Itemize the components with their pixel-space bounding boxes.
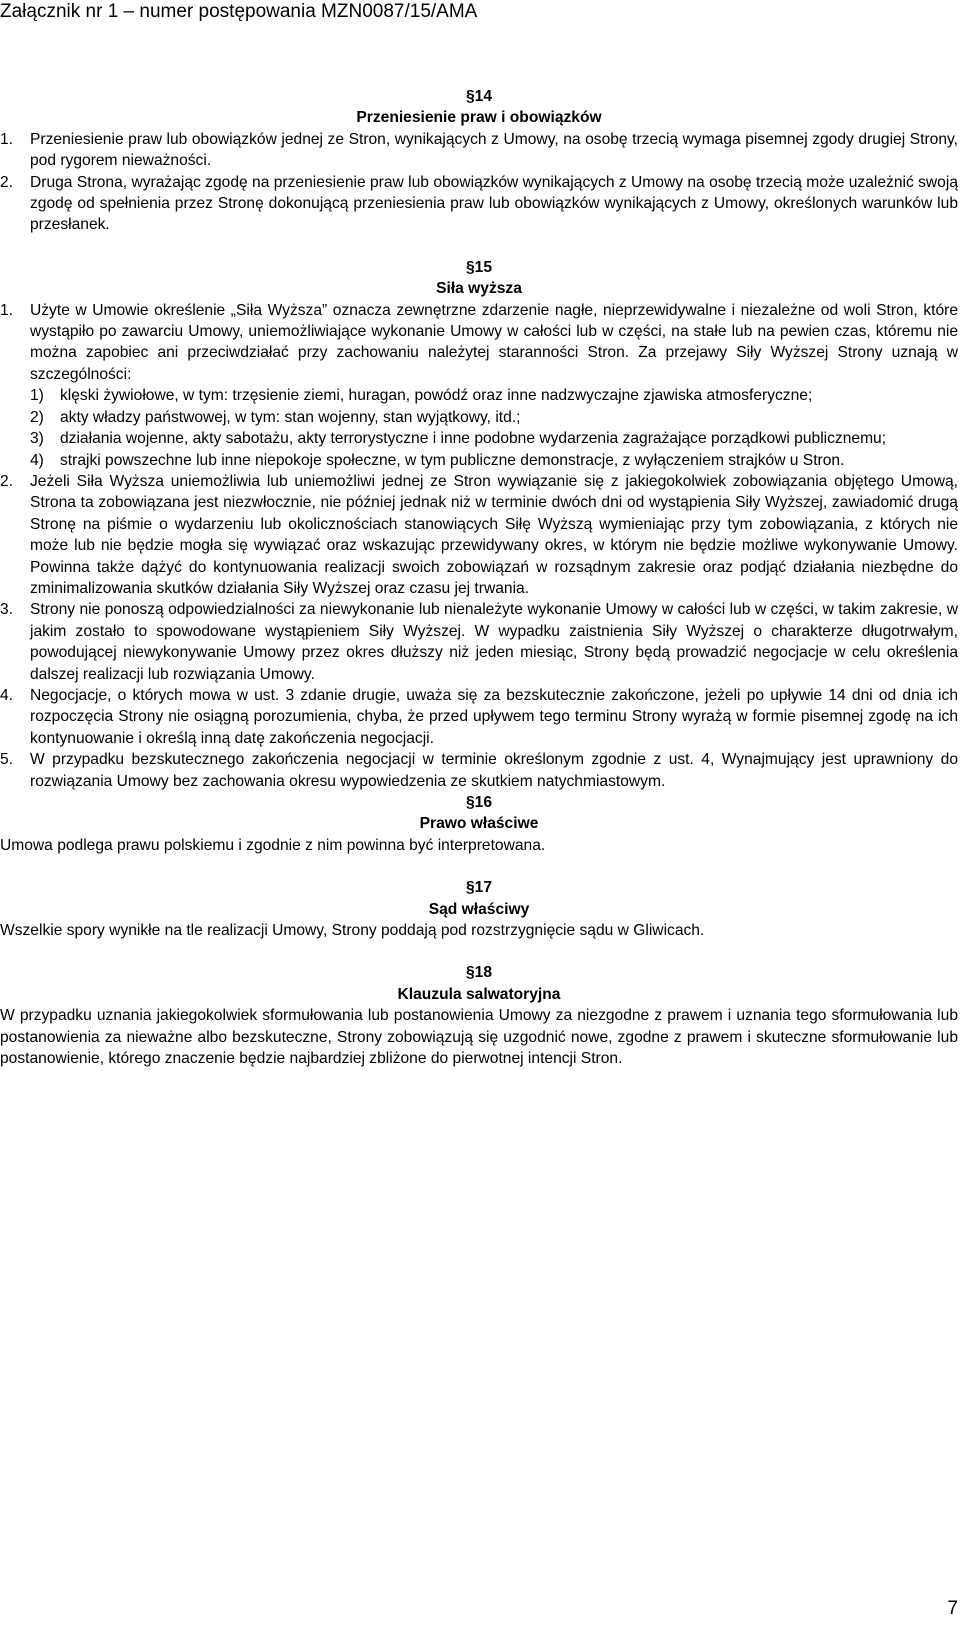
item-number: 3. (0, 601, 14, 619)
sub-item-number: 4) (30, 451, 44, 469)
section-15 (0, 257, 958, 792)
sub-item-text: klęski żywiołowe, w tym: trzęsienie ziemi, huragan, powódź oraz inne nadzwyczajne zjawiska atmosferyczne; (60, 387, 813, 405)
list-item (0, 300, 958, 386)
document-header: Załącznik nr 1 – numer postępowania MZN0087/15/AMA (0, 1, 478, 22)
section-text: Wszelkie spory wynikłe na tle realizacji Umowy, Strony poddają pod rozstrzygnięcie sądu w Gliwicach. (0, 922, 705, 940)
list-item (0, 749, 958, 792)
list-item (0, 172, 958, 236)
section-number: §18 (465, 964, 493, 982)
sub-item (0, 428, 958, 449)
item-number: 2. (0, 472, 14, 490)
list-item (0, 129, 958, 172)
item-number: 5. (0, 751, 14, 769)
sub-item (0, 450, 958, 471)
section-title: Siła wyższa (436, 280, 522, 298)
section-number: §17 (465, 879, 493, 897)
sub-item-number: 3) (30, 430, 44, 448)
sub-item-number: 1) (30, 387, 44, 405)
section-number: §14 (465, 88, 493, 105)
section-title: Prawo właściwe (419, 815, 539, 833)
list-item (0, 471, 958, 599)
item-text: Użyte w Umowie określenie „Siła Wyższa” oznacza zewnętrzne zdarzenie nagłe, nieprzewidywalne i niezależne od woli Stron, które wystąpiło po zawarciu Umowy, uniemożliwiające wykonanie Umowy w całości lub w części, na stałe lub na pewien czas, któremu nie można zapobiec ani przeciwdziałać przy zachowaniu należytej staranności Stron. Za przejawy Siły Wyższej Strony uznają w szczególności: (30, 301, 958, 383)
sub-item-text: strajki powszechne lub inne niepokoje społeczne, w tym publiczne demonstracje, z wyłączeniem strajków u Stron. (60, 451, 845, 469)
section-16 (0, 792, 958, 856)
section-title: Przeniesienie praw i obowiązków (356, 109, 602, 127)
sub-item-number: 2) (30, 408, 44, 426)
section-number: §16 (465, 794, 493, 811)
section-text: Umowa podlega prawu polskiemu i zgodnie z nim powinna być interpretowana. (0, 836, 546, 854)
list-item (0, 599, 958, 685)
item-text: Jeżeli Siła Wyższa uniemożliwia lub uniemożliwi jednej ze Stron wywiązanie się z jakiegokolwiek zobowiązania objętego Umową, Strona ta zobowiązana jest niezwłocznie, nie później jednak niż w terminie dwóch dni od wystąpienia Siły Wyższej, zawiadomić drugą Stronę na piśmie o wydarzeniu lub okolicznościach stanowiących Siłę Wyższą wymieniając przy tym zobowiązania, z których nie może lub nie będzie mogła się wywiązać oraz wskazując przewidywany okres, w którym nie będzie możliwe wykonywanie Umowy. Powinna także dążyć do kontynuowania realizacji swoich zobowiązań w rozsądnym zakresie oraz podjąć działania niezbędne do zminimalizowania skutków działania Siły Wyższej oraz czasu jej trwania. (30, 472, 958, 597)
section-18 (0, 962, 958, 1069)
item-text: Druga Strona, wyrażając zgodę na przeniesienie praw lub obowiązków wynikających z Umowy na osobę trzecią może uzależnić swoją zgodę od spełnienia przez Stronę dokonującą przeniesienia praw lub obowiązków wynikających z Umowy, określonych warunków lub przesłanek. (30, 173, 958, 234)
section-title: Klauzula salwatoryjna (397, 985, 561, 1003)
item-text: Strony nie ponoszą odpowiedzialności za niewykonanie lub nienależyte wykonanie Umowy w całości lub w części, w takim zakresie, w jakim zostało to spowodowane wystąpieniem Siły Wyższej. W wypadku zaistnienia Siły Wyższej o charakterze długotrwałym, powodującej niewykonywanie Umowy przez okres dłuższy niż jeden miesiąc, Strony będą prowadzić negocjacje w celu określenia dalszej realizacji lub rozwiązania Umowy. (30, 601, 958, 683)
item-number: 4. (0, 686, 14, 704)
section-17 (0, 877, 958, 941)
item-text: Negocjacje, o których mowa w ust. 3 zdanie drugie, uważa się za bezskutecznie zakończone, jeżeli po upływie 14 dni od dnia ich rozpoczęcia Strony nie osiągną porozumienia, chyba, że przed upływem tego terminu Strony wyrażą w formie pisemnej zgodę na ich kontynuowanie i określą inną datę zakończenia negocjacji. (30, 686, 958, 747)
sub-item (0, 407, 958, 428)
sub-item (0, 385, 958, 406)
document-body (0, 86, 958, 1069)
sub-item-text: akty władzy państwowej, w tym: stan wojenny, stan wyjątkowy, itd.; (60, 408, 521, 426)
item-text: Przeniesienie praw lub obowiązków jednej ze Stron, wynikających z Umowy, na osobę trzecią wymaga pisemnej zgody drugiej Strony, pod rygorem nieważności. (30, 130, 958, 170)
item-number: 1. (0, 130, 14, 148)
section-number: §15 (465, 258, 493, 276)
page-number: 7 (947, 1598, 958, 1619)
sub-item-text: działania wojenne, akty sabotażu, akty terrorystyczne i inne podobne wydarzenia zagrażające porządkowi publicznemu; (60, 430, 887, 448)
item-number: 2. (0, 173, 14, 191)
item-number: 1. (0, 301, 14, 319)
section-14 (0, 86, 958, 236)
section-title: Sąd właściwy (428, 900, 530, 918)
section-text: W przypadku uznania jakiegokolwiek sformułowania lub postanowienia Umowy za niezgodne z prawem i uznania tego sformułowania lub postanowienia za nieważne albo bezskuteczne, Strony zobowiązują się uzgodnić nowe, zgodne z prawem i skuteczne sformułowanie lub postanowienie, którego znaczenie będzie najbardziej zbliżone do pierwotnej intencji Stron. (0, 1007, 958, 1068)
item-text: W przypadku bezskutecznego zakończenia negocjacji w terminie określonym zgodnie z ust. 4, Wynajmujący jest uprawniony do rozwiązania Umowy bez zachowania okresu wypowiedzenia ze skutkiem natychmiastowym. (30, 751, 958, 790)
list-item (0, 685, 958, 749)
